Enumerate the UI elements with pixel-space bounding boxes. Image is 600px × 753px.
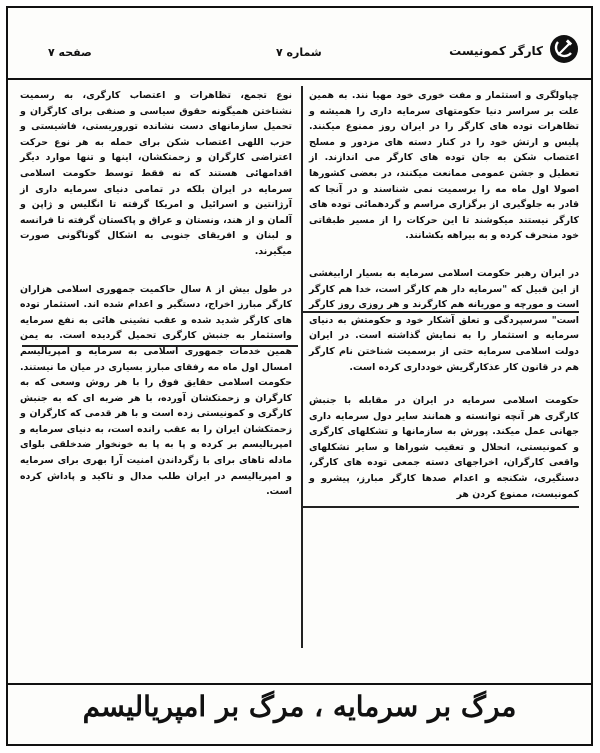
footer-slogan: مرگ بر سرمایه ، مرگ بر امپریالیسم [82,690,517,723]
body-paragraph: حکومت اسلامی سرمایه در ایران در مقابله با جنبش کارگری هر آنچه توانسته و همانند سایر دول سرمایه داری جهانی عمل میکند. پورش به سازمانها و تشکلهای کارگری و کمونیستی، انحلال و تعقیب شوراها و سایر تشکلهای واقعی کارگران، اخراجهای دسته جمعی توده های کارگر، دستگیری، شکنجه و اعدام صدها کارگر مبارز، پیشرو و کمونیست، ممنوع کردن هر [309,395,579,500]
page-number: صفحه ۷ [48,46,92,59]
body-paragraph: چپاولگری و استثمار و مفت خوری خود مهیا نند. به همین علت بر سراسر دنیا حکومتهای سرمایه داری را همیشه و تظاهرات توده های کارگر را در ایران روز ممنوع میکنند. پلیس و ارتش خود را در کنار دسته های مزدور و مسلح اعتصاب شکن به جان توده های کارگر می اندازند. از تعطیل و جشن عمومی ممانعت میکنند، در بعضی کشورها اصولا اول ماه مه را برسمیت نمی شناسند و در آنجا که قادر به جلوگیری از برگزاری مراسم و گردهمائی توده های کارگر نیستند میکوشند تا این حرکات را از مسیر طبقاتی خود منحرف کرده و به بیراهه بکشانند. [309,90,579,242]
hammer-sickle-emblem-icon [549,34,579,64]
body-paragraph: در طول بیش از ۸ سال حاکمیت جمهوری اسلامی هزاران کارگر مبارز اخراج، دستگیر و اعدام شده اند. استثمار توده های کارگر شدید شده و عقب نشینی هائی به نفع سرمایه واستثمار به جنبش کارگری تحمیل گردیده است. به یمن همین خدمات جمهوری اسلامی به سرمایه و امپریالیسم امسال اول ماه مه رفقای مبارز بسیاری در میان ما نیستند. حکومت اسلامی حقایق فوق را با هر روش وسعی که به کارگران و زحمتکشان آورده، با هر ضربه ای که به جنبش کارگری و کمونیستی زده است و با هر قدمی که کارگران و زحمتکشان ایران را به عقب رانده است، به دنیای سرمایه و امپریالیسم بر کرده و پا به پا به خونخوار ضدخلقی بلوای مادله تاهای برای با زگرداندن امنیت آرا بهری برای سرمایه و امپریالیسم در ایران طلب مدال و تاکید و پاداش کرده است. [20,283,292,498]
body-paragraph: نوع تجمع، تظاهرات و اعتصاب کارگری، به رسمیت نشناختن همیگونه حقوق سیاسی و صنفی برای کارگران و تحمیل سازمانهای دست نشانده توروریستی، فاشیستی و حزب اللهی اعتصاب شکن برای حمله به هر نوع حرکت اعتراضی کارگران و زحمتکشان، اینها و تنها موارد دیگر اقدامهائی هستند که نه فقط توسط حکومت اسلامی سرمایه در ایران بلکه در تمامی دنیای سرمایه داری از آرژانتین و اسرائیل و امریکا گرفته تا انگلیس و ژاپن و آلمان و از هند، ونستان و عراق و پاکستان گرفته تا فرانسه و لبنان و افریقای جنوبی به اشکال گوناگونی صورت میگیرند. [20,90,292,257]
right-column [309,88,579,512]
body-paragraph: در ایران رهبر حکومت اسلامی سرمایه به بسیار ارابیغشی از این قبیل که "سرمایه دار هم کارگر است، خدا هم کارگر است و مورچه و موریانه هم کارگرند و هر روزی روز کارگر است" سرسپردگی و تعلق آشکار خود و حکومتش به دنیای سرمایه و استثمار را به نمایش گذاشته است. در ایران دولت اسلامی سرمایه حتی از برسمیت شناختن نام کارگر هم در قانون کار عذکارگریش خودداری کرده است. [309,267,579,373]
footer-rule [8,683,591,685]
issue-number: شماره ۷ [276,46,322,59]
left-column [20,88,292,510]
publication-title: کارگر کمونیست [449,44,543,58]
page-header [8,8,591,80]
column-divider [301,86,303,648]
newspaper-page [6,6,593,746]
